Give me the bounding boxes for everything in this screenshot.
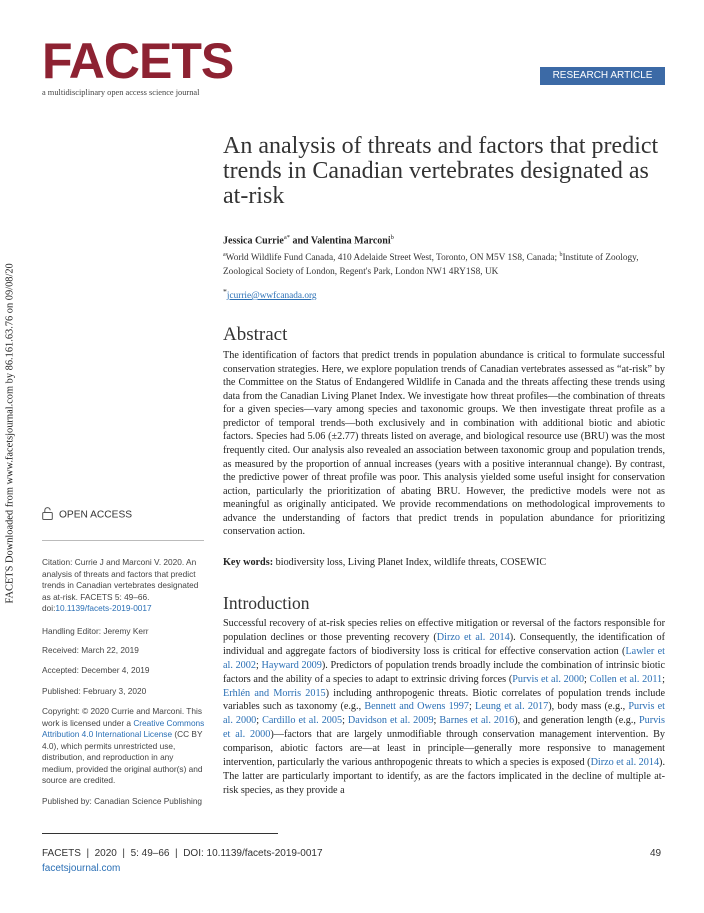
citation-link[interactable]: Barnes et al. 2016: [439, 715, 515, 727]
introduction-heading: Introduction: [223, 593, 310, 613]
citation-link[interactable]: Hayward 2009: [261, 659, 322, 671]
citation-link[interactable]: Erhlén and Morris 2015: [223, 687, 326, 699]
intro-text-run: ;: [342, 715, 348, 727]
license-link[interactable]: Creative Commons Attribution 4.0 International License: [42, 717, 205, 739]
intro-text-run: ) including anthropogenic threats. Biotic correlates of population trends include variables such as taxonomy (e.g.,: [223, 687, 665, 713]
published-date: Published: February 3, 2020: [42, 686, 147, 696]
copyright-block: [42, 706, 207, 787]
author-sup: b: [390, 234, 394, 241]
logo-wordmark: FACETS: [42, 33, 234, 89]
accepted-date: Accepted: December 4, 2019: [42, 665, 150, 675]
citation-link[interactable]: Cardillo et al. 2005: [262, 715, 343, 727]
intro-text-run: ), body mass (e.g.,: [548, 701, 629, 713]
intro-text-run: ;: [255, 659, 262, 671]
open-access-label: [42, 507, 132, 523]
intro-text-run: ;: [468, 701, 475, 713]
citation-block: [42, 557, 207, 615]
footer-site-link[interactable]: facetsjournal.com: [42, 863, 121, 874]
open-access-text: OPEN ACCESS: [59, 509, 133, 521]
author-name: Jessica Currie: [223, 235, 284, 247]
intro-text-run: ;: [584, 673, 590, 685]
citation-link[interactable]: Bennett and Owens 1997: [364, 701, 469, 713]
lock-open-icon: [42, 507, 53, 523]
publisher: Published by: Canadian Science Publishing: [42, 796, 203, 806]
citation-link[interactable]: Dirzo et al. 2014: [436, 631, 510, 643]
footer-divider: [42, 833, 278, 834]
citation-link[interactable]: Purvis et al. 2000: [223, 715, 665, 741]
email-link[interactable]: jcurrie@wwfcanada.org: [226, 291, 317, 302]
author-name: Valentina Marconi: [310, 235, 391, 247]
footer-citation: FACETS | 2020 | 5: 49–66 | DOI: 10.1139/facets-2019-0017: [42, 848, 323, 859]
introduction-text: [223, 617, 665, 798]
handling-editor: Handling Editor: Jeremy Kerr: [42, 626, 149, 636]
intro-text-run: ;: [256, 715, 263, 727]
citation-doi-link[interactable]: 10.1139/facets-2019-0017: [55, 603, 152, 613]
keywords-label: Key words:: [223, 557, 274, 568]
journal-logo: [42, 33, 234, 100]
citation-link[interactable]: Purvis et al. 2000: [512, 673, 585, 685]
author-list: [223, 234, 394, 246]
abstract-text: The identification of factors that predict trends in population abundance is critical to formulate successful conservation strategies. Here, we explore population trends of Canadian vertebrates assessed as “at-risk” by the Committee on the Status of Endangered Wildlife in Canada and the threats affecting these trends using data from the Canadian Living Planet Index. We investigate how threat profiles—the combination of threats for a given species—vary among species and taxonomic groups. We then investigate threat profile as a predictor of temporal trends—both exclusively and in combination with additional biotic and abiotic factors. Species had 5.06 (±2.77) threats listed on average, and biological resource use (BRU) was the most frequently cited. Our analysis also revealed an association between taxonomic group and population trends, as measured by the proportion of annual increases (years with a positive interannual change). By contrast, the predictive power of threat profile was poor. This analysis yielded some useful insight for conservation action, particularly the prioritization of abating BRU. However, the predictive models were not as meaningful as originally anticipated. We provide recommendations on methodological improvements to advance the understanding of factors that predict trends in population abundance for prioritizing conservation action.: [223, 350, 665, 538]
citation-link[interactable]: Purvis et al. 2000: [223, 701, 665, 727]
intro-text-run: ;: [433, 715, 440, 727]
keywords-text: biodiversity loss, Living Planet Index, wildlife threats, COSEWIC: [273, 557, 547, 568]
divider: [42, 540, 204, 541]
intro-text-run: ;: [662, 673, 665, 685]
logo-tagline: a multidisciplinary open access science journal: [42, 88, 200, 97]
affiliation-a: World Wildlife Fund Canada, 410 Adelaide Street West, Toronto, ON M5V 1S8, Canada;: [225, 253, 560, 264]
abstract-heading: Abstract: [223, 324, 288, 345]
article-title: An analysis of threats and factors that predict trends in Canadian vertebrates designated as at-risk: [223, 133, 659, 209]
intro-text-run: ), and generation length (e.g.,: [514, 715, 639, 727]
affiliation-b: Institute of Zoology, Zoological Society of London, Regent's Park, London NW1 4RY1S8, UK: [223, 253, 639, 277]
affil-sup: b: [559, 252, 563, 258]
intro-text-run: ). The latter are particularly important to identify, as are the factors implicated in the decline of multiple at-risk species, as they provide a: [223, 757, 665, 796]
affiliations: [223, 249, 673, 279]
copyright-text: Copyright: © 2020 Currie and Marconi. This work is licensed under a: [42, 706, 202, 728]
citation-link[interactable]: Collen et al. 2011: [589, 673, 663, 685]
keywords: [223, 557, 673, 568]
intro-text-run: ). Predictors of population trends broadly include the combination of intrinsic biotic factors and the ability of a species to adapt to extrinsic driving forces (: [223, 659, 665, 685]
citation-text: Citation: Currie J and Marconi V. 2020. An analysis of threats and factors that predict trends in Canadian vertebrates designated as at-risk. FACETS 5: 49–66. doi:: [42, 557, 199, 613]
page-number: 49: [650, 848, 662, 859]
citation-link[interactable]: Lawler et al. 2002: [223, 645, 665, 671]
intro-text-run: Successful recovery of at-risk species relies on effective mitigation or reversal of the factors responsible for population declines or those preventing recovery (: [223, 618, 665, 643]
author-conjunction: and: [289, 235, 311, 247]
intro-text-run: )—factors that are largely unmodifiable through conservation management intervention. By comparison, abiotic factors are—at least in principle—generally more responsive to management intervention, particularly the various anthropogenic threats to which a species is exposed (: [223, 729, 665, 769]
intro-text-run: ). Consequently, the identification of individual and aggregate factors of biodiversity loss is critical for effective conservation action (: [223, 631, 665, 657]
citation-link[interactable]: Davidson et al. 2009: [347, 715, 434, 727]
citation-link[interactable]: Dirzo et al. 2014: [590, 757, 660, 769]
corresponding-email: [223, 287, 317, 301]
copyright-text: (CC BY 4.0), which permits unrestricted use, distribution, and reproduction in any medium, provided the original author(s) and source are credited.: [42, 729, 203, 785]
article-type-badge: RESEARCH ARTICLE: [540, 67, 665, 85]
author-sup: a*: [283, 234, 290, 241]
affil-sup: a: [223, 252, 226, 258]
email-sup: *: [223, 287, 227, 296]
received-date: Received: March 22, 2019: [42, 645, 139, 655]
citation-link[interactable]: Leung et al. 2017: [475, 701, 549, 713]
download-note: FACETS Downloaded from www.facetsjournal.com by 86.161.63.76 on 09/08/20: [4, 263, 16, 604]
